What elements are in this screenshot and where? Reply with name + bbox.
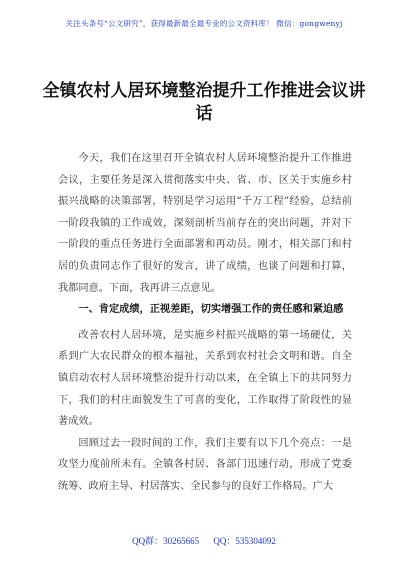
footer-qq: QQ：535304092 [213,536,276,546]
footer-qq-group: QQ群：30265665 [132,536,200,546]
paragraph-body: 回顾过去一段时间的工作，我们主要有以下几个亮点：一是攻坚力度前所未有。全镇各村居、各部门迅速行动，形成了党委统筹、政府主导、村居落实、全民参与的良好工作格局。广大 [58,437,352,492]
footer [0,534,408,547]
paragraph-body: 改善农村人居环境，是实施乡村振兴战略的第一场硬仗，关系到广大农民群众的根本福祉，关系到农村社会文明和谐。自全镇启动农村人居环境整治提升行动以来，在全镇上下的共同努力下，我们的村庄面貌发生了可喜的变化，工作取得了阶段性的显著成效。 [58,329,352,428]
document-body [58,148,352,498]
paragraph-intro: 今天，我们在这里召开全镇农村人居环境整治提升工作推进会议，主要任务是深入贯彻落实中央、省、市、区关于实施乡村振兴战略的决策部署，特别是学习运用“千万工程”经验，总结前一阶段我镇的工作成效，深刻剖析当前存在的突出问题，并对下一阶段的重点任务进行全面部署和再动员。刚才，相关部门和村居的负责同志作了很好的发言，讲了成绩，也谈了问题和打算，我都同意。下面，我再讲三点意见。 [58,153,352,294]
section-heading: 一、肯定成绩，正视差距，切实增强工作的责任感和紧迫感 [78,304,344,316]
document-title: 全镇农村人居环境整治提升工作推进会议讲话 [42,81,366,124]
header-note: 关注头条号“公文研究”，获得最新最全最专业的公文资料库！ 微信：gongwenyj [65,19,343,28]
